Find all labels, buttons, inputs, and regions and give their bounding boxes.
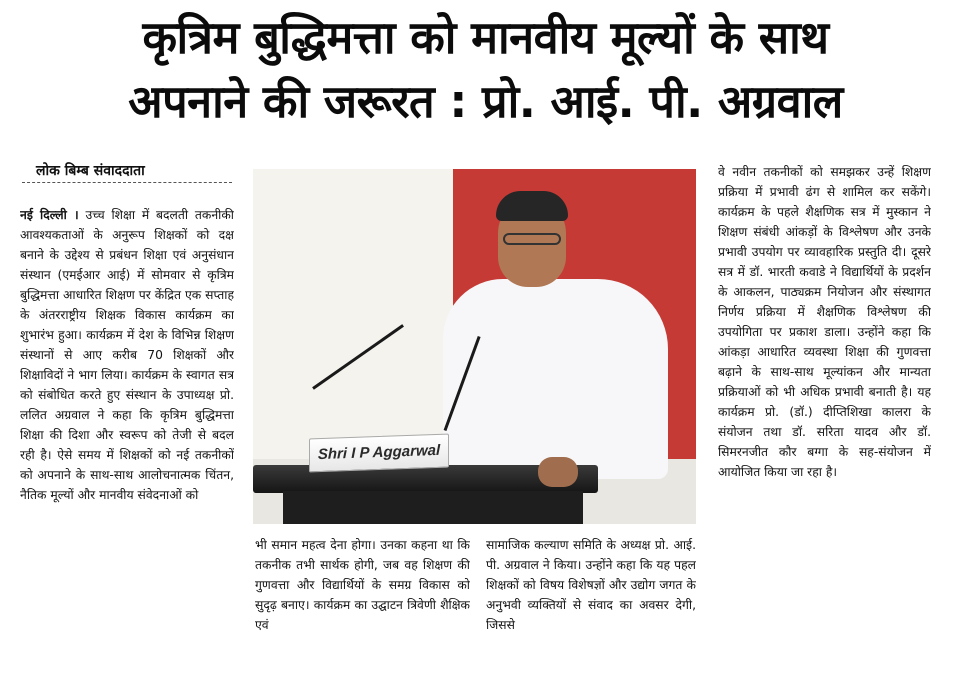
- speaker-hair: [496, 191, 568, 221]
- headline-line-2: अपनाने की जरूरत : प्रो. आई. पी. अग्रवाल: [128, 75, 843, 128]
- headline-line-1: कृत्रिम बुद्धिमत्ता को मानवीय मूल्यों के साथ: [142, 11, 829, 64]
- speaker-glasses: [503, 233, 561, 245]
- podium-body: [283, 491, 583, 524]
- column-2-text: भी समान महत्व देना होगा। उनका कहना था कि तकनीक तभी सार्थक होगी, जब वह शिक्षण की गुणवत्ता और विद्यार्थियों के समग्र विकास को सुदृढ़ बनाए। कार्यक्रम का उद्घाटन त्रिवेणी शैक्षिक एवं: [255, 538, 470, 632]
- article-column-3: [486, 535, 696, 675]
- article-photo: [253, 169, 696, 524]
- byline: लोक बिम्ब संवाददाता: [22, 160, 232, 183]
- article-column-4: [718, 162, 931, 675]
- speaker-hand: [538, 457, 578, 487]
- photo-wall-white: [253, 169, 458, 469]
- column-4-text: वे नवीन तकनीकों को समझकर उन्हें शिक्षण प्रक्रिया में प्रभावी ढंग से शामिल कर सकेंगे। कार्यक्रम के पहले शैक्षणिक सत्र में मुस्कान ने शिक्षण संबंधी आंकड़ों के विश्लेषण और उनके प्रभावी उपयोग पर व्यावहारिक प्रस्तुति दी। दूसरे सत्र में डॉ. भारती कवाडे ने विद्यार्थियों के प्रदर्शन के आकलन, पाठ्यक्रम नियोजन और संस्थागत निर्णय प्रक्रिया में शैक्षणिक विश्लेषण की उपयोगिता पर प्रकाश डाला। उन्होंने कहा कि आंकड़ा आधारित व्यवस्था शिक्षा की गुणवत्ता बढ़ाने के साथ-साथ मूल्यांकन और मान्यता प्रक्रियाओं को भी अधिक प्रभावी बनाती है। यह कार्यक्रम प्रो. (डॉ.) दीप्तिशिखा कालरा के संयोजन तथा डॉ. सरिता यादव और डॉ. सिमरनजीत कौर बग्गा के सह-संयोजन में आयोजित किया जा रहा है।: [718, 165, 931, 479]
- article-column-2: [255, 535, 470, 675]
- column-1-text: उच्च शिक्षा में बदलती तकनीकी आवश्यकताओं के अनुरूप शिक्षकों को दक्ष बनाने के उद्देश्य से प्रबंधन शिक्षा एवं अनुसंधान संस्थान (एमईआर आई) में सोमवार से कृत्रिम बुद्धिमत्ता आधारित शिक्षण पर केंद्रित एक सप्ताह के अंतरराष्ट्रीय शिक्षक विकास कार्यक्रम का शुभारंभ हुआ। कार्यक्रम में देश के विभिन्न शिक्षण संस्थानों से आए करीब 70 शिक्षकों और शिक्षाविदों ने भाग लिया। कार्यक्रम के स्वागत सत्र को संबोधित करते हुए संस्थान के उपाध्यक्ष प्रो. ललित अग्रवाल ने कहा कि कृत्रिम बुद्धिमत्ता शिक्षा की दिशा और स्वरूप को तेजी से बदल रही है। ऐसे समय में शिक्षकों को नई तकनीकों को अपनाने के साथ-साथ आलोचनात्मक चिंतन, नैतिक मूल्यों और मानवीय संवेदनाओं को: [20, 208, 234, 502]
- podium-nameplate: Shri I P Aggarwal: [309, 434, 449, 473]
- dateline: नई दिल्ली ।: [20, 208, 79, 222]
- column-3-text: सामाजिक कल्याण समिति के अध्यक्ष प्रो. आई. पी. अग्रवाल ने किया। उन्होंने कहा कि यह पहल शिक्षकों को विषय विशेषज्ञों और उद्योग जगत के अनुभवी व्यक्तियों से संवाद का अवसर देगी, जिससे: [486, 538, 696, 632]
- article-column-1: [20, 205, 234, 675]
- speaker-shirt: [443, 279, 668, 479]
